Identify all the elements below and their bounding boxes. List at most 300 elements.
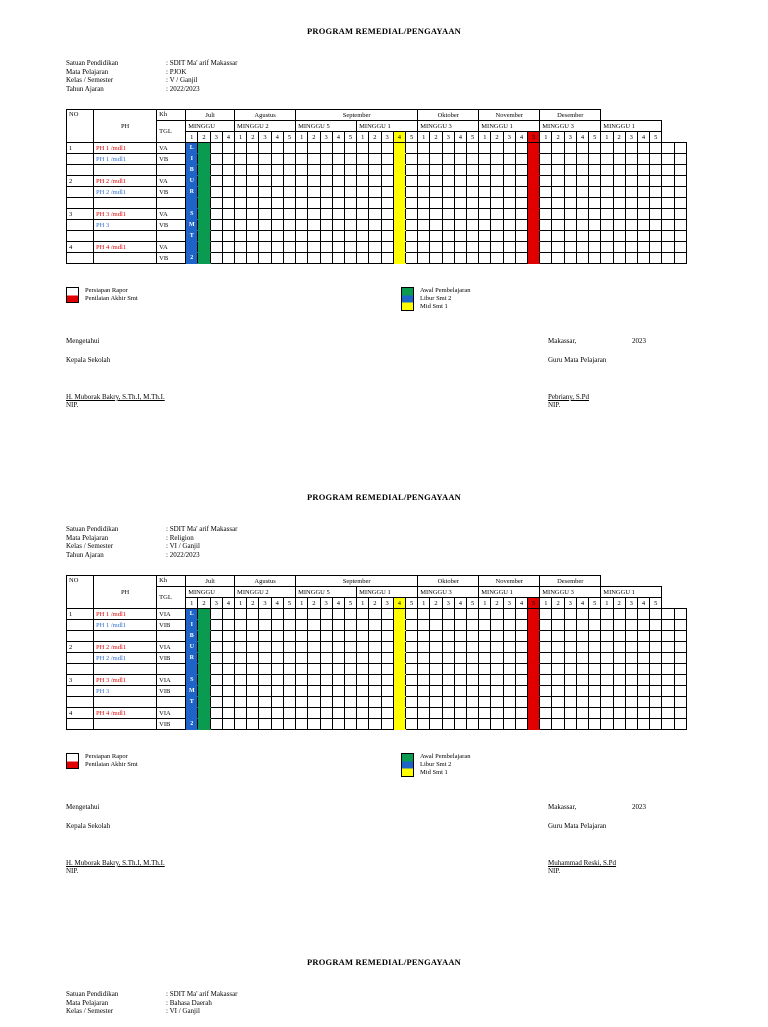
identity-value: : 2022/2023 (166, 84, 200, 93)
identity-label: Tahun Ajaran (66, 84, 104, 93)
table-row (67, 686, 687, 697)
week-cell (540, 642, 552, 653)
libur-smt-letter: I (190, 156, 193, 162)
row-ph: PH 1 /mdl1 (94, 154, 157, 165)
week-cell (283, 231, 295, 242)
table-row (67, 242, 687, 253)
week-cell (369, 242, 381, 253)
week-cell (467, 620, 479, 631)
week-cell (552, 609, 564, 620)
mengetahui-label: Mengetahui (66, 803, 100, 811)
identity-label: Kelas / Semester (66, 542, 114, 550)
week-cell (503, 664, 515, 675)
week-cell (637, 198, 649, 209)
week-cell (637, 609, 649, 620)
week-cell (357, 154, 369, 165)
week-cell (662, 664, 674, 675)
week-cell (332, 620, 344, 631)
week-cell (564, 609, 576, 620)
week-cell (637, 697, 649, 708)
week-cell (271, 231, 283, 242)
place-date (548, 803, 688, 811)
week-cell (576, 154, 588, 165)
week-cell (454, 708, 466, 719)
week-cell (650, 708, 662, 719)
week-cell (259, 176, 271, 187)
week-cell (296, 143, 308, 154)
week-cell (454, 198, 466, 209)
week-cell (601, 242, 613, 253)
week-cell (662, 176, 674, 187)
week-cell (369, 143, 381, 154)
week-cell (320, 253, 332, 264)
week-cell (332, 187, 344, 198)
week-cell (235, 697, 247, 708)
week-cell (491, 631, 503, 642)
week-cell (369, 719, 381, 730)
week-cell (467, 664, 479, 675)
week-cell (296, 664, 308, 675)
identity-value: : SDIT Ma' arif Makassar (166, 525, 238, 533)
row-kh: VB (157, 187, 186, 198)
week-cell (674, 708, 686, 719)
week-cell (613, 198, 625, 209)
week-cell (222, 631, 234, 642)
week-cell (601, 209, 613, 220)
week-cell (332, 154, 344, 165)
week-number: 1 (357, 132, 369, 143)
week-cell (528, 154, 540, 165)
identity-block (66, 525, 238, 559)
table-row (67, 143, 687, 154)
week-cell (198, 664, 210, 675)
row-ph (94, 165, 157, 176)
week-cell (235, 220, 247, 231)
week-cell (528, 176, 540, 187)
week-cell (589, 675, 601, 686)
week-cell (259, 165, 271, 176)
week-cell (650, 642, 662, 653)
week-cell (405, 697, 417, 708)
week-cell (222, 154, 234, 165)
week-cell (601, 143, 613, 154)
legend-label: Persiapan Rapor (85, 753, 128, 760)
week-cell (283, 242, 295, 253)
week-cell (235, 176, 247, 187)
week-cell (283, 620, 295, 631)
week-cell (503, 708, 515, 719)
week-cell (442, 719, 454, 730)
week-cell (442, 620, 454, 631)
week-cell (564, 187, 576, 198)
minggu-header: MINGGU 1 (601, 121, 662, 132)
week-number: 4 (332, 132, 344, 143)
week-cell (479, 708, 491, 719)
week-cell (479, 242, 491, 253)
week-cell (344, 708, 356, 719)
tgl-header: TGL (157, 121, 186, 143)
week-cell (564, 664, 576, 675)
week-cell (198, 708, 210, 719)
week-cell (589, 664, 601, 675)
libur-smt-letter: 2 (190, 721, 194, 727)
week-cell (674, 198, 686, 209)
week-cell (662, 675, 674, 686)
week-cell (369, 609, 381, 620)
legend-label: Libur Smt 2 (420, 761, 452, 768)
month-header: Agustus (235, 110, 296, 121)
week-cell (430, 198, 442, 209)
minggu-header: MINGGU 3 (418, 587, 479, 598)
week-cell (491, 154, 503, 165)
tgl-header: TGL (157, 587, 186, 609)
table-row (67, 697, 687, 708)
nip-label: NIP. (66, 867, 79, 875)
week-cell (222, 187, 234, 198)
table-row (67, 719, 687, 730)
row-no (67, 686, 94, 697)
week-cell (369, 165, 381, 176)
week-cell (296, 708, 308, 719)
week-cell (454, 686, 466, 697)
week-cell (344, 143, 356, 154)
week-cell (296, 165, 308, 176)
week-cell (296, 697, 308, 708)
week-cell (601, 719, 613, 730)
week-cell (283, 642, 295, 653)
week-number: 2 (308, 598, 320, 609)
week-cell (210, 631, 222, 642)
week-cell (308, 176, 320, 187)
week-cell (540, 242, 552, 253)
week-cell (418, 253, 430, 264)
week-cell (540, 697, 552, 708)
week-cell (418, 642, 430, 653)
week-cell (454, 675, 466, 686)
week-cell (210, 176, 222, 187)
week-cell (601, 642, 613, 653)
week-cell (589, 176, 601, 187)
week-cell (393, 697, 405, 708)
week-cell (601, 620, 613, 631)
identity-label: Satuan Pendidikan (66, 990, 119, 998)
week-cell (222, 642, 234, 653)
row-ph: PH 2 /mdl1 (94, 642, 157, 653)
week-cell (650, 697, 662, 708)
libur-smt-letter: B (189, 167, 194, 173)
week-cell (320, 209, 332, 220)
week-cell (430, 209, 442, 220)
week-number: 4 (515, 132, 527, 143)
week-cell (576, 708, 588, 719)
week-cell (515, 253, 527, 264)
week-cell (344, 609, 356, 620)
week-cell (674, 231, 686, 242)
libur-smt-letter: R (189, 655, 194, 661)
week-cell (442, 154, 454, 165)
week-cell (344, 220, 356, 231)
week-cell (576, 719, 588, 730)
week-cell (650, 220, 662, 231)
week-cell (198, 631, 210, 642)
row-ph: PH 2 /mdl1 (94, 176, 157, 187)
week-cell (381, 719, 393, 730)
week-cell (674, 187, 686, 198)
principal-name: H. Muborak Bakry, S.Th.I, M.Th.I. (66, 393, 165, 401)
week-cell (210, 154, 222, 165)
week-cell (515, 653, 527, 664)
week-cell (247, 165, 259, 176)
week-cell (357, 231, 369, 242)
week-number: 2 (247, 132, 259, 143)
week-cell (637, 231, 649, 242)
week-number: 1 (418, 598, 430, 609)
week-cell (369, 620, 381, 631)
week-cell (552, 220, 564, 231)
week-cell (503, 220, 515, 231)
week-cell (674, 220, 686, 231)
week-number: 1 (601, 132, 613, 143)
libur-smt-letter: L (189, 145, 194, 151)
week-number: 4 (515, 598, 527, 609)
week-cell (564, 231, 576, 242)
legend-right (401, 287, 470, 311)
week-cell (235, 631, 247, 642)
week-cell (405, 198, 417, 209)
week-cell (283, 143, 295, 154)
week-cell (271, 176, 283, 187)
week-cell (320, 154, 332, 165)
week-cell (442, 220, 454, 231)
week-cell (271, 253, 283, 264)
week-number: 5 (283, 598, 295, 609)
week-cell (589, 686, 601, 697)
week-cell (491, 664, 503, 675)
week-number: 3 (381, 132, 393, 143)
week-cell (430, 719, 442, 730)
week-cell (637, 165, 649, 176)
week-cell (564, 620, 576, 631)
week-cell (430, 675, 442, 686)
week-cell (430, 686, 442, 697)
month-header: Agustus (235, 576, 296, 587)
week-cell (674, 165, 686, 176)
week-cell (467, 242, 479, 253)
week-cell (540, 609, 552, 620)
row-kh: VIA (157, 675, 186, 686)
week-cell (271, 609, 283, 620)
week-cell (259, 653, 271, 664)
week-cell (540, 653, 552, 664)
place-label: Makassar, (548, 337, 577, 345)
week-cell (259, 697, 271, 708)
week-number: 3 (320, 598, 332, 609)
week-cell (430, 143, 442, 154)
row-kh: VB (157, 154, 186, 165)
week-cell (674, 253, 686, 264)
week-cell (564, 220, 576, 231)
week-cell (491, 165, 503, 176)
week-cell (430, 187, 442, 198)
week-cell (235, 719, 247, 730)
week-number: 5 (650, 132, 662, 143)
week-cell (442, 697, 454, 708)
week-cell (296, 609, 308, 620)
week-cell (515, 154, 527, 165)
week-cell (454, 220, 466, 231)
week-cell (405, 686, 417, 697)
week-cell (637, 642, 649, 653)
week-cell (479, 253, 491, 264)
row-ph (94, 631, 157, 642)
month-header: September (296, 110, 418, 121)
week-cell (222, 209, 234, 220)
week-cell (418, 697, 430, 708)
week-number: 3 (503, 132, 515, 143)
week-cell (552, 242, 564, 253)
week-cell (625, 697, 637, 708)
row-no (67, 198, 94, 209)
week-cell (405, 209, 417, 220)
week-cell (515, 620, 527, 631)
week-cell (576, 664, 588, 675)
week-cell (344, 176, 356, 187)
week-cell (650, 143, 662, 154)
week-cell (430, 653, 442, 664)
row-no: 4 (67, 708, 94, 719)
row-no (67, 187, 94, 198)
week-cell (405, 653, 417, 664)
identity-label: Mata Pelajaran (66, 533, 109, 542)
week-number: 1 (357, 598, 369, 609)
identity-row (66, 59, 238, 68)
week-cell (613, 697, 625, 708)
week-number: 3 (210, 132, 222, 143)
row-kh: VA (157, 143, 186, 154)
identity-value: : PJOK (166, 67, 187, 76)
week-cell (271, 620, 283, 631)
week-cell (442, 253, 454, 264)
week-cell (540, 154, 552, 165)
week-cell (259, 631, 271, 642)
week-cell (308, 620, 320, 631)
row-kh (157, 198, 186, 209)
week-cell (259, 642, 271, 653)
minggu-header: MINGGU 3 (540, 121, 601, 132)
week-cell (430, 253, 442, 264)
week-cell (344, 253, 356, 264)
week-cell (344, 697, 356, 708)
week-cell (601, 664, 613, 675)
week-cell (247, 198, 259, 209)
week-cell (479, 664, 491, 675)
week-cell (637, 187, 649, 198)
week-cell (576, 187, 588, 198)
week-cell (247, 719, 259, 730)
week-cell (198, 220, 210, 231)
minggu-header: MINGGU 1 (357, 587, 418, 598)
week-cell (198, 165, 210, 176)
week-cell (393, 609, 405, 620)
week-cell (467, 675, 479, 686)
week-cell (235, 620, 247, 631)
week-cell (564, 154, 576, 165)
week-cell (528, 708, 540, 719)
week-cell (320, 620, 332, 631)
week-cell (393, 642, 405, 653)
week-cell (296, 642, 308, 653)
week-cell (222, 609, 234, 620)
week-cell (491, 719, 503, 730)
week-cell (442, 143, 454, 154)
week-cell (198, 242, 210, 253)
week-cell (418, 154, 430, 165)
week-cell (454, 165, 466, 176)
week-number: 3 (625, 598, 637, 609)
week-cell (393, 220, 405, 231)
week-cell (320, 176, 332, 187)
week-cell (662, 165, 674, 176)
week-cell (357, 708, 369, 719)
week-cell (418, 620, 430, 631)
week-cell (503, 176, 515, 187)
week-cell (296, 686, 308, 697)
week-cell (613, 620, 625, 631)
month-header: November (479, 110, 540, 121)
week-cell (259, 143, 271, 154)
week-cell (186, 253, 198, 264)
legend-label: Awal Pembelajaran (420, 287, 471, 294)
week-cell (564, 143, 576, 154)
week-cell (625, 653, 637, 664)
week-cell (515, 231, 527, 242)
row-no (67, 719, 94, 730)
week-cell (210, 143, 222, 154)
week-cell (222, 708, 234, 719)
row-ph: PH 1 /mdl1 (94, 609, 157, 620)
week-cell (650, 165, 662, 176)
legend-label: Awal Pembelajaran (420, 753, 471, 760)
table-row (67, 675, 687, 686)
week-cell (503, 686, 515, 697)
week-cell (198, 209, 210, 220)
week-cell (454, 231, 466, 242)
week-cell (247, 642, 259, 653)
week-cell (430, 697, 442, 708)
week-cell (210, 209, 222, 220)
week-cell (308, 686, 320, 697)
week-number: 5 (283, 132, 295, 143)
week-cell (259, 253, 271, 264)
week-cell (674, 686, 686, 697)
row-no (67, 697, 94, 708)
week-cell (235, 253, 247, 264)
week-cell (479, 176, 491, 187)
week-cell (393, 143, 405, 154)
row-no: 4 (67, 242, 94, 253)
week-cell (369, 253, 381, 264)
week-cell (601, 154, 613, 165)
week-cell (405, 253, 417, 264)
week-cell (467, 220, 479, 231)
week-cell (601, 708, 613, 719)
week-cell (564, 209, 576, 220)
week-cell (515, 686, 527, 697)
week-cell (186, 708, 198, 719)
week-cell (186, 675, 198, 686)
week-cell (515, 220, 527, 231)
row-kh: VIB (157, 653, 186, 664)
